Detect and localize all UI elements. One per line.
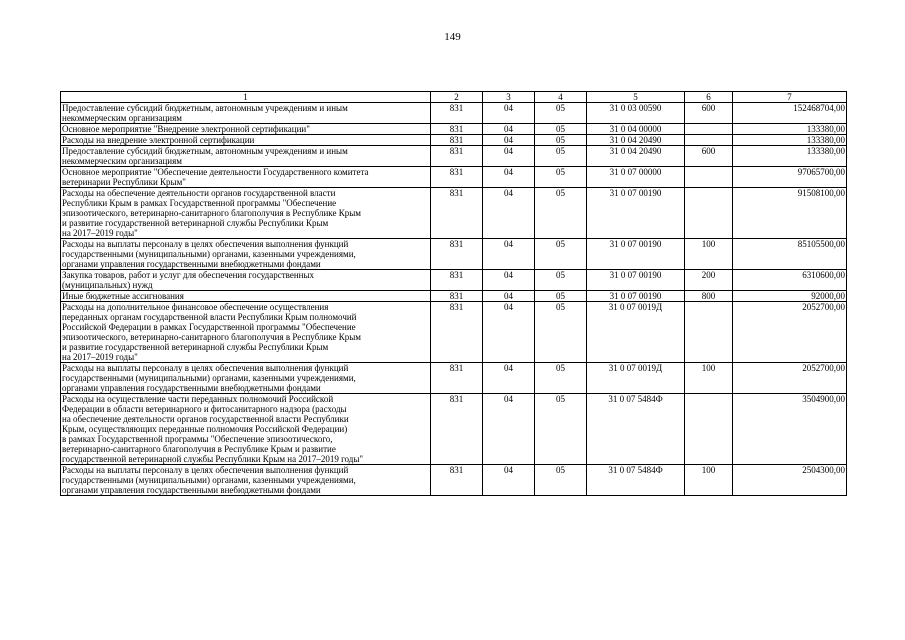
subsection-code: 05 — [535, 302, 587, 363]
target-article-code: 31 0 07 0019Д — [587, 302, 685, 363]
table-row — [61, 465, 847, 496]
expense-type-code: 600 — [685, 146, 733, 167]
section-code: 04 — [483, 124, 535, 135]
table-body — [61, 103, 847, 496]
expense-name: Расходы на выплаты персоналу в целях обеспечения выполнения функций государственными (муниципальными) органами, казенными учреждениями, органами управления государственными внебюджетными фондами — [61, 465, 431, 496]
subsection-code: 05 — [535, 363, 587, 394]
amount: 92000,00 — [733, 291, 847, 302]
section-code: 04 — [483, 394, 535, 465]
subsection-code: 05 — [535, 465, 587, 496]
table-row — [61, 302, 847, 363]
subsection-code: 05 — [535, 394, 587, 465]
expense-type-code: 100 — [685, 239, 733, 270]
expense-type-code: 100 — [685, 465, 733, 496]
subsection-code: 05 — [535, 135, 587, 146]
ministry-code: 831 — [431, 363, 483, 394]
target-article-code: 31 0 07 00190 — [587, 188, 685, 239]
expense-type-code: 100 — [685, 363, 733, 394]
ministry-code: 831 — [431, 239, 483, 270]
subsection-code: 05 — [535, 103, 587, 124]
section-code: 04 — [483, 188, 535, 239]
amount: 2504300,00 — [733, 465, 847, 496]
section-code: 04 — [483, 291, 535, 302]
target-article-code: 31 0 04 20490 — [587, 146, 685, 167]
budget-table — [60, 91, 847, 496]
subsection-code: 05 — [535, 124, 587, 135]
expense-type-code — [685, 167, 733, 188]
amount: 133380,00 — [733, 146, 847, 167]
table-row — [61, 135, 847, 146]
table-row — [61, 124, 847, 135]
target-article-code: 31 0 03 00590 — [587, 103, 685, 124]
target-article-code: 31 0 04 00000 — [587, 124, 685, 135]
expense-type-code — [685, 188, 733, 239]
ministry-code: 831 — [431, 270, 483, 291]
expense-name: Расходы на дополнительное финансовое обеспечение осуществления переданных органам государственной власти Республики Крым полномочий Российской Федерации в рамках Государственной программы "Обеспечение эпизоотического, ветеринарно-санитарного благополучия в Республике Крым и развитие государственной ветеринарной службы Республики Крым на 2017–2019 годы" — [61, 302, 431, 363]
expense-name: Расходы на внедрение электронной сертификации — [61, 135, 431, 146]
target-article-code: 31 0 07 00000 — [587, 167, 685, 188]
column-header: 7 — [733, 92, 847, 103]
target-article-code: 31 0 07 00190 — [587, 239, 685, 270]
table-row — [61, 394, 847, 465]
table-row — [61, 270, 847, 291]
target-article-code: 31 0 04 20490 — [587, 135, 685, 146]
section-code: 04 — [483, 465, 535, 496]
target-article-code: 31 0 07 0019Д — [587, 363, 685, 394]
expense-name: Основное мероприятие "Внедрение электронной сертификации" — [61, 124, 431, 135]
subsection-code: 05 — [535, 270, 587, 291]
ministry-code: 831 — [431, 146, 483, 167]
expense-type-code — [685, 135, 733, 146]
expense-name: Предоставление субсидий бюджетным, автономным учреждениям и иным некоммерческим организациям — [61, 146, 431, 167]
ministry-code: 831 — [431, 465, 483, 496]
column-header: 1 — [61, 92, 431, 103]
ministry-code: 831 — [431, 394, 483, 465]
amount: 6310600,00 — [733, 270, 847, 291]
expense-name: Расходы на осуществление части переданных полномочий Российской Федерации в области ветеринарного и фитосанитарного надзора (расходы на обеспечение деятельности органов государственной власти Республики Крым, осуществляющих переданные полномочия Российской Федерации) в рамках Государственной программы "Обеспечение эпизоотического, ветеринарно-санитарного благополучия в Республике Крым и развитие государственной ветеринарной службы Республики Крым на 2017–2019 годы" — [61, 394, 431, 465]
expense-name: Расходы на обеспечение деятельности органов государственной власти Республики Крым в рамках Государственной программы "Обеспечение эпизоотического, ветеринарно-санитарного благополучия в Республике Крым и развитие государственной ветеринарной службы Республики Крым на 2017–2019 годы" — [61, 188, 431, 239]
table-row — [61, 188, 847, 239]
expense-name: Расходы на выплаты персоналу в целях обеспечения выполнения функций государственными (муниципальными) органами, казенными учреждениями, органами управления государственными внебюджетными фондами — [61, 363, 431, 394]
target-article-code: 31 0 07 5484Ф — [587, 465, 685, 496]
table-row — [61, 291, 847, 302]
expense-name: Расходы на выплаты персоналу в целях обеспечения выполнения функций государственными (муниципальными) органами, казенными учреждениями, органами управления государственными внебюджетными фондами — [61, 239, 431, 270]
expense-name: Закупка товаров, работ и услуг для обеспечения государственных (муниципальных) нужд — [61, 270, 431, 291]
table-row — [61, 239, 847, 270]
amount: 97065700,00 — [733, 167, 847, 188]
expense-name: Предоставление субсидий бюджетным, автономным учреждениям и иным некоммерческим организациям — [61, 103, 431, 124]
expense-type-code — [685, 302, 733, 363]
amount: 133380,00 — [733, 124, 847, 135]
amount: 2052700,00 — [733, 302, 847, 363]
subsection-code: 05 — [535, 239, 587, 270]
expense-type-code — [685, 394, 733, 465]
table-row — [61, 103, 847, 124]
amount: 91508100,00 — [733, 188, 847, 239]
ministry-code: 831 — [431, 135, 483, 146]
ministry-code: 831 — [431, 124, 483, 135]
amount: 133380,00 — [733, 135, 847, 146]
table-header — [61, 92, 847, 103]
section-code: 04 — [483, 135, 535, 146]
ministry-code: 831 — [431, 188, 483, 239]
ministry-code: 831 — [431, 302, 483, 363]
amount: 152468704,00 — [733, 103, 847, 124]
section-code: 04 — [483, 363, 535, 394]
target-article-code: 31 0 07 5484Ф — [587, 394, 685, 465]
amount: 2052700,00 — [733, 363, 847, 394]
section-code: 04 — [483, 146, 535, 167]
expense-type-code: 200 — [685, 270, 733, 291]
expense-type-code — [685, 124, 733, 135]
ministry-code: 831 — [431, 103, 483, 124]
expense-name: Иные бюджетные ассигнования — [61, 291, 431, 302]
table-row — [61, 167, 847, 188]
amount: 3504900,00 — [733, 394, 847, 465]
subsection-code: 05 — [535, 167, 587, 188]
subsection-code: 05 — [535, 146, 587, 167]
expense-name: Основное мероприятие "Обеспечение деятельности Государственного комитета ветеринарии Республики Крым" — [61, 167, 431, 188]
section-code: 04 — [483, 167, 535, 188]
header-row — [61, 92, 847, 103]
column-header: 3 — [483, 92, 535, 103]
column-header: 2 — [431, 92, 483, 103]
expense-type-code: 800 — [685, 291, 733, 302]
section-code: 04 — [483, 270, 535, 291]
ministry-code: 831 — [431, 291, 483, 302]
expense-type-code: 600 — [685, 103, 733, 124]
column-header: 6 — [685, 92, 733, 103]
column-header: 4 — [535, 92, 587, 103]
subsection-code: 05 — [535, 188, 587, 239]
page-number: 149 — [444, 31, 461, 43]
target-article-code: 31 0 07 00190 — [587, 291, 685, 302]
section-code: 04 — [483, 103, 535, 124]
column-header: 5 — [587, 92, 685, 103]
table-row — [61, 146, 847, 167]
section-code: 04 — [483, 302, 535, 363]
amount: 85105500,00 — [733, 239, 847, 270]
ministry-code: 831 — [431, 167, 483, 188]
table-row — [61, 363, 847, 394]
section-code: 04 — [483, 239, 535, 270]
subsection-code: 05 — [535, 291, 587, 302]
target-article-code: 31 0 07 00190 — [587, 270, 685, 291]
